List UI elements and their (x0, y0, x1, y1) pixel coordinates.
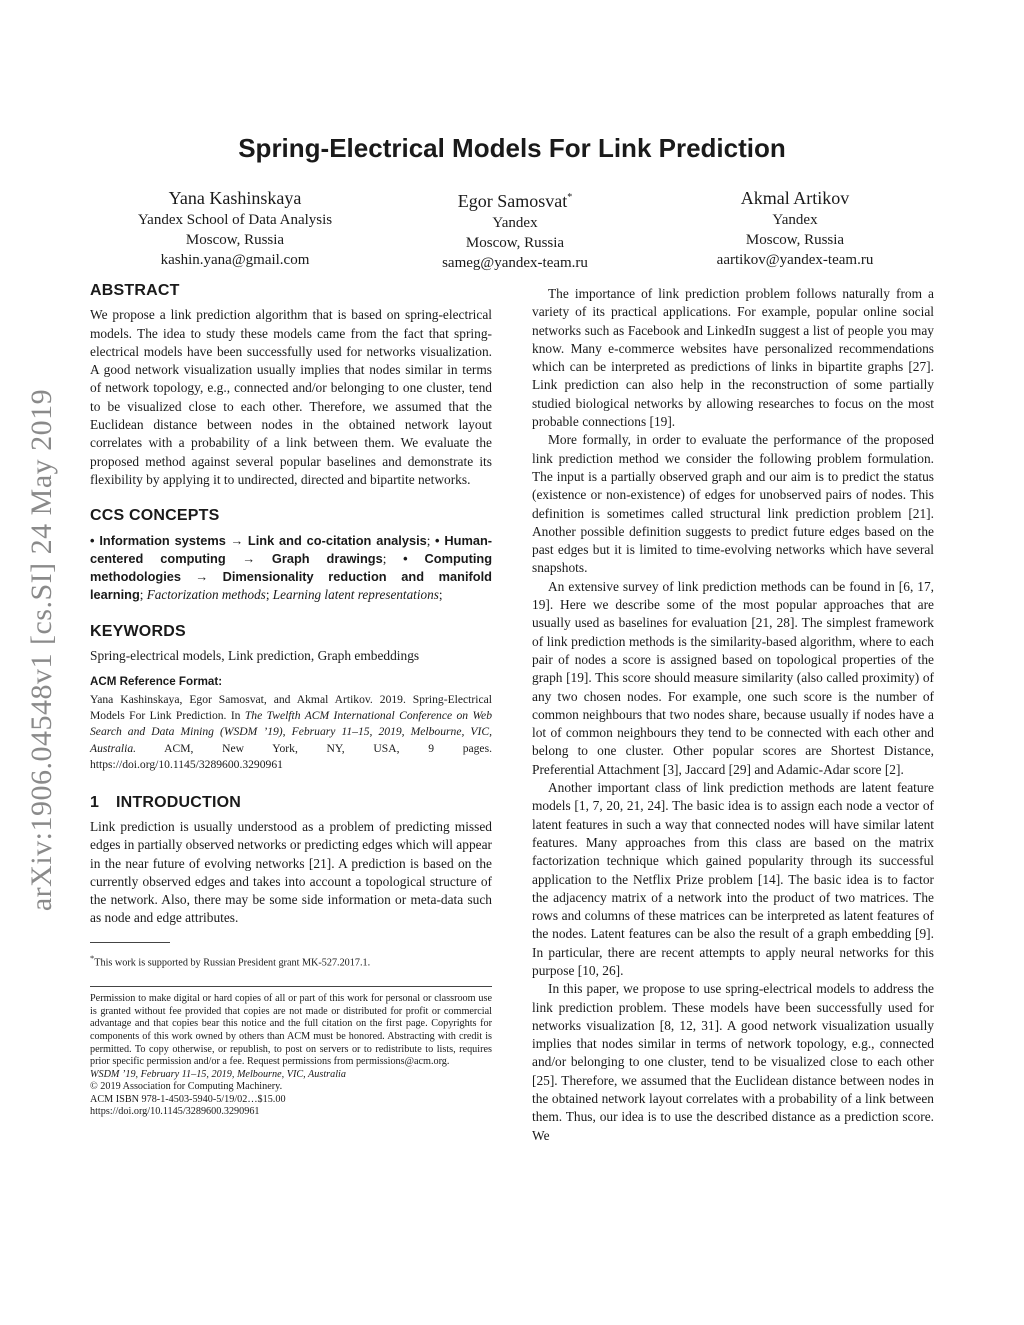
body-paragraph: The importance of link prediction problem follows naturally from a variety of its practical applications. For example, popular online social networks such as Facebook and LinkedIn suggest a list of people you may know. Many e-commerce websites have personalized recommendations which can be interpreted as predictions of links in bipartite graphs [27]. Link prediction can also help in the reconstruction of some partially studied biological networks by allowing researches to focus on the most probable connections [19]. (532, 286, 934, 430)
left-column (90, 282, 492, 1119)
arxiv-stamp (22, 350, 62, 950)
funding-footnote: *This work is supported by Russian President grant MK-527.2017.1. (90, 952, 371, 969)
author-affiliation: Yandex School of Data Analysis (137, 212, 333, 228)
abstract-text: We propose a link prediction algorithm that is based on spring-electrical models. The idea to study these models came from the fact that spring-electrical models have been successfully used for networks visualization. A good network visualization usually implies that nodes similar in terms of network topology, e.g., connected and/or belonging to one cluster, tend to be visualized close to each other. Therefore, we assumed that the Euclidean distance between nodes in the obtained network layout correlates with a probability of a link between them. We evaluate the proposed method against several popular baselines and demonstrate its flexibility by applying it to undirected, directed and bipartite networks. (90, 307, 492, 487)
author-1 (100, 186, 370, 273)
arxiv-identifier: arXiv:1906.04548v1 [cs.SI] 24 May 2019 (25, 388, 58, 912)
paper-title: Spring-Electrical Models For Link Prediction (238, 133, 786, 163)
author-block (100, 186, 930, 273)
reference-format-heading: ACM Reference Format: (90, 675, 223, 689)
author-name: Yana Kashinskaya (168, 188, 302, 208)
footnote-rule (90, 942, 170, 943)
author-email[interactable]: kashin.yana@gmail.com (160, 252, 310, 268)
permission-block (90, 993, 492, 1119)
body-paragraph: More formally, in order to evaluate the performance of the proposed link prediction method we consider the following problem formulation. The input is a partially observed graph and our aim is to predict the status (existence or non-existence) of edges for unobserved pairs of nodes. This definition is sometimes called structural link prediction problem [21]. Another possible definition suggests to predict future edges based on the past edges but it is limited to time-evolving networks which have several snapshots. (532, 432, 934, 576)
introduction-heading: 1 INTRODUCTION (90, 793, 242, 811)
keywords-text: Spring-electrical models, Link prediction, Graph embeddings (90, 648, 420, 664)
copyright-line: © 2019 Association for Computing Machinery. (90, 1081, 283, 1093)
author-3 (660, 186, 930, 273)
right-column (532, 285, 934, 1145)
ccs-concepts: • Information systems → Link and co-citation analysis; • Human-centered computing → Graph drawings; • Computing methodologies → Dimensionality reduction and manifold learning; Factorization methods; Learning latent representations; (90, 532, 493, 603)
permission-notice: Permission to make digital or hard copies of all or part of this work for personal or classroom use is granted without fee provided that copies are not made or distributed for profit or commercial advantage and that copies bear this notice and the full citation on the first page. Copyrights for components of this work owned by others than ACM must be honored. Abstracting with credit is permitted. To copy otherwise, or republish, to post on servers or to redistribute to lists, requires prior specific permission and/or a fee. Request permissions from permissions@acm.org. (90, 993, 492, 1068)
isbn-line: ACM ISBN 978-1-4503-5940-5/19/02…$15.00 (90, 1093, 286, 1105)
reference-format-text: Yana Kashinskaya, Egor Samosvat, and Akmal Artikov. 2019. Spring-Electrical Models For Link Prediction. In The Twelfth ACM International Conference on Web Search and Data Mining (WSDM ’19), February 11–15, 2019, Melbourne, VIC, Australia. ACM, New York, NY, USA, 9 pages. https://doi.org/10.1145/3289600.3290961 (90, 692, 492, 772)
body-paragraph: In this paper, we propose to use spring-electrical models to address the link prediction problem. These models have been successfully used for networks visualization [8, 12, 31]. A good network visualization usually implies that nodes similar in terms of network topology, e.g., connected and/or belonging to one cluster, tend to be visualized close to each other [25]. Therefore, we assumed that the Euclidean distance between nodes in the obtained network layout correlates with a probability of a link between them. Thus, our idea is to use the described distance as a prediction score. We (532, 981, 934, 1143)
doi-link[interactable]: https://doi.org/10.1145/3289600.3290961 (90, 1106, 260, 1118)
body-paragraph: Another important class of link prediction methods are latent feature models [1, 7, 20, 21, 24]. The basic idea is to assign each node a vector of latent features in such a way that connected nodes will have similar latent features. Many approaches from this class are based on the matrix factorization technique which gained popularity through its successful application to the Netflix Prize problem [14]. The basic idea is to factor the adjacency matrix of a network into the product of two matrices. The rows and columns of these matrices can be interpreted as latent features of the nodes. Latent features can be also the result of a graph embedding [9]. In particular, there are recent attempts to apply neural networks for this purpose [10, 26]. (532, 780, 934, 978)
author-location: Moscow, Russia (185, 232, 285, 248)
body-paragraph: An extensive survey of link prediction methods can be found in [6, 17, 19]. Here we describe some of the most popular approaches that are usually used as baselines for evaluation [21, 28]. The simplest framework of link prediction methods is the similarity-based algorithm, where to each pair of nodes a score is assigned based on topological properties of the graph [19]. This score should measure similarity (also called proximity) of any two chosen nodes. For example, one such score is the number of common neighbours that two nodes share, because usually if nodes have a lot of common neighbours they tend to be connected with each other and belong to one cluster. Other popular scores are Shortest Distance, Preferential Attachment [3], Jaccard [29] and Adamic-Adar score [2]. (532, 578, 934, 777)
author-location: Moscow, Russia (745, 232, 845, 248)
author-name: Egor Samosvat* (457, 191, 573, 211)
author-email[interactable]: aartikov@yandex-team.ru (716, 252, 874, 268)
footnote-mark: * (567, 192, 573, 203)
keywords-heading: KEYWORDS (90, 622, 186, 640)
abstract-heading: ABSTRACT (90, 282, 180, 299)
author-affiliation: Yandex (492, 215, 538, 231)
author-email[interactable]: sameg@yandex-team.ru (442, 255, 588, 271)
author-name: Akmal Artikov (740, 188, 850, 208)
introduction-paragraph: Link prediction is usually understood as a problem of predicting missed edges in partially observed networks or predicting edges which will appear in the near future of evolving networks [21]. A prediction is based on the currently observed edges and takes into account a topological structure of the network. Also, there may be some side information or meta-data such as node and edge attributes. (90, 818, 492, 926)
author-affiliation: Yandex (772, 212, 818, 228)
author-2 (380, 186, 650, 273)
author-location: Moscow, Russia (465, 235, 565, 251)
ccs-heading: CCS CONCEPTS (90, 507, 220, 525)
permission-rule (90, 986, 492, 987)
conference-venue: WSDM ’19, February 11–15, 2019, Melbourne, VIC, Australia (90, 1068, 346, 1080)
